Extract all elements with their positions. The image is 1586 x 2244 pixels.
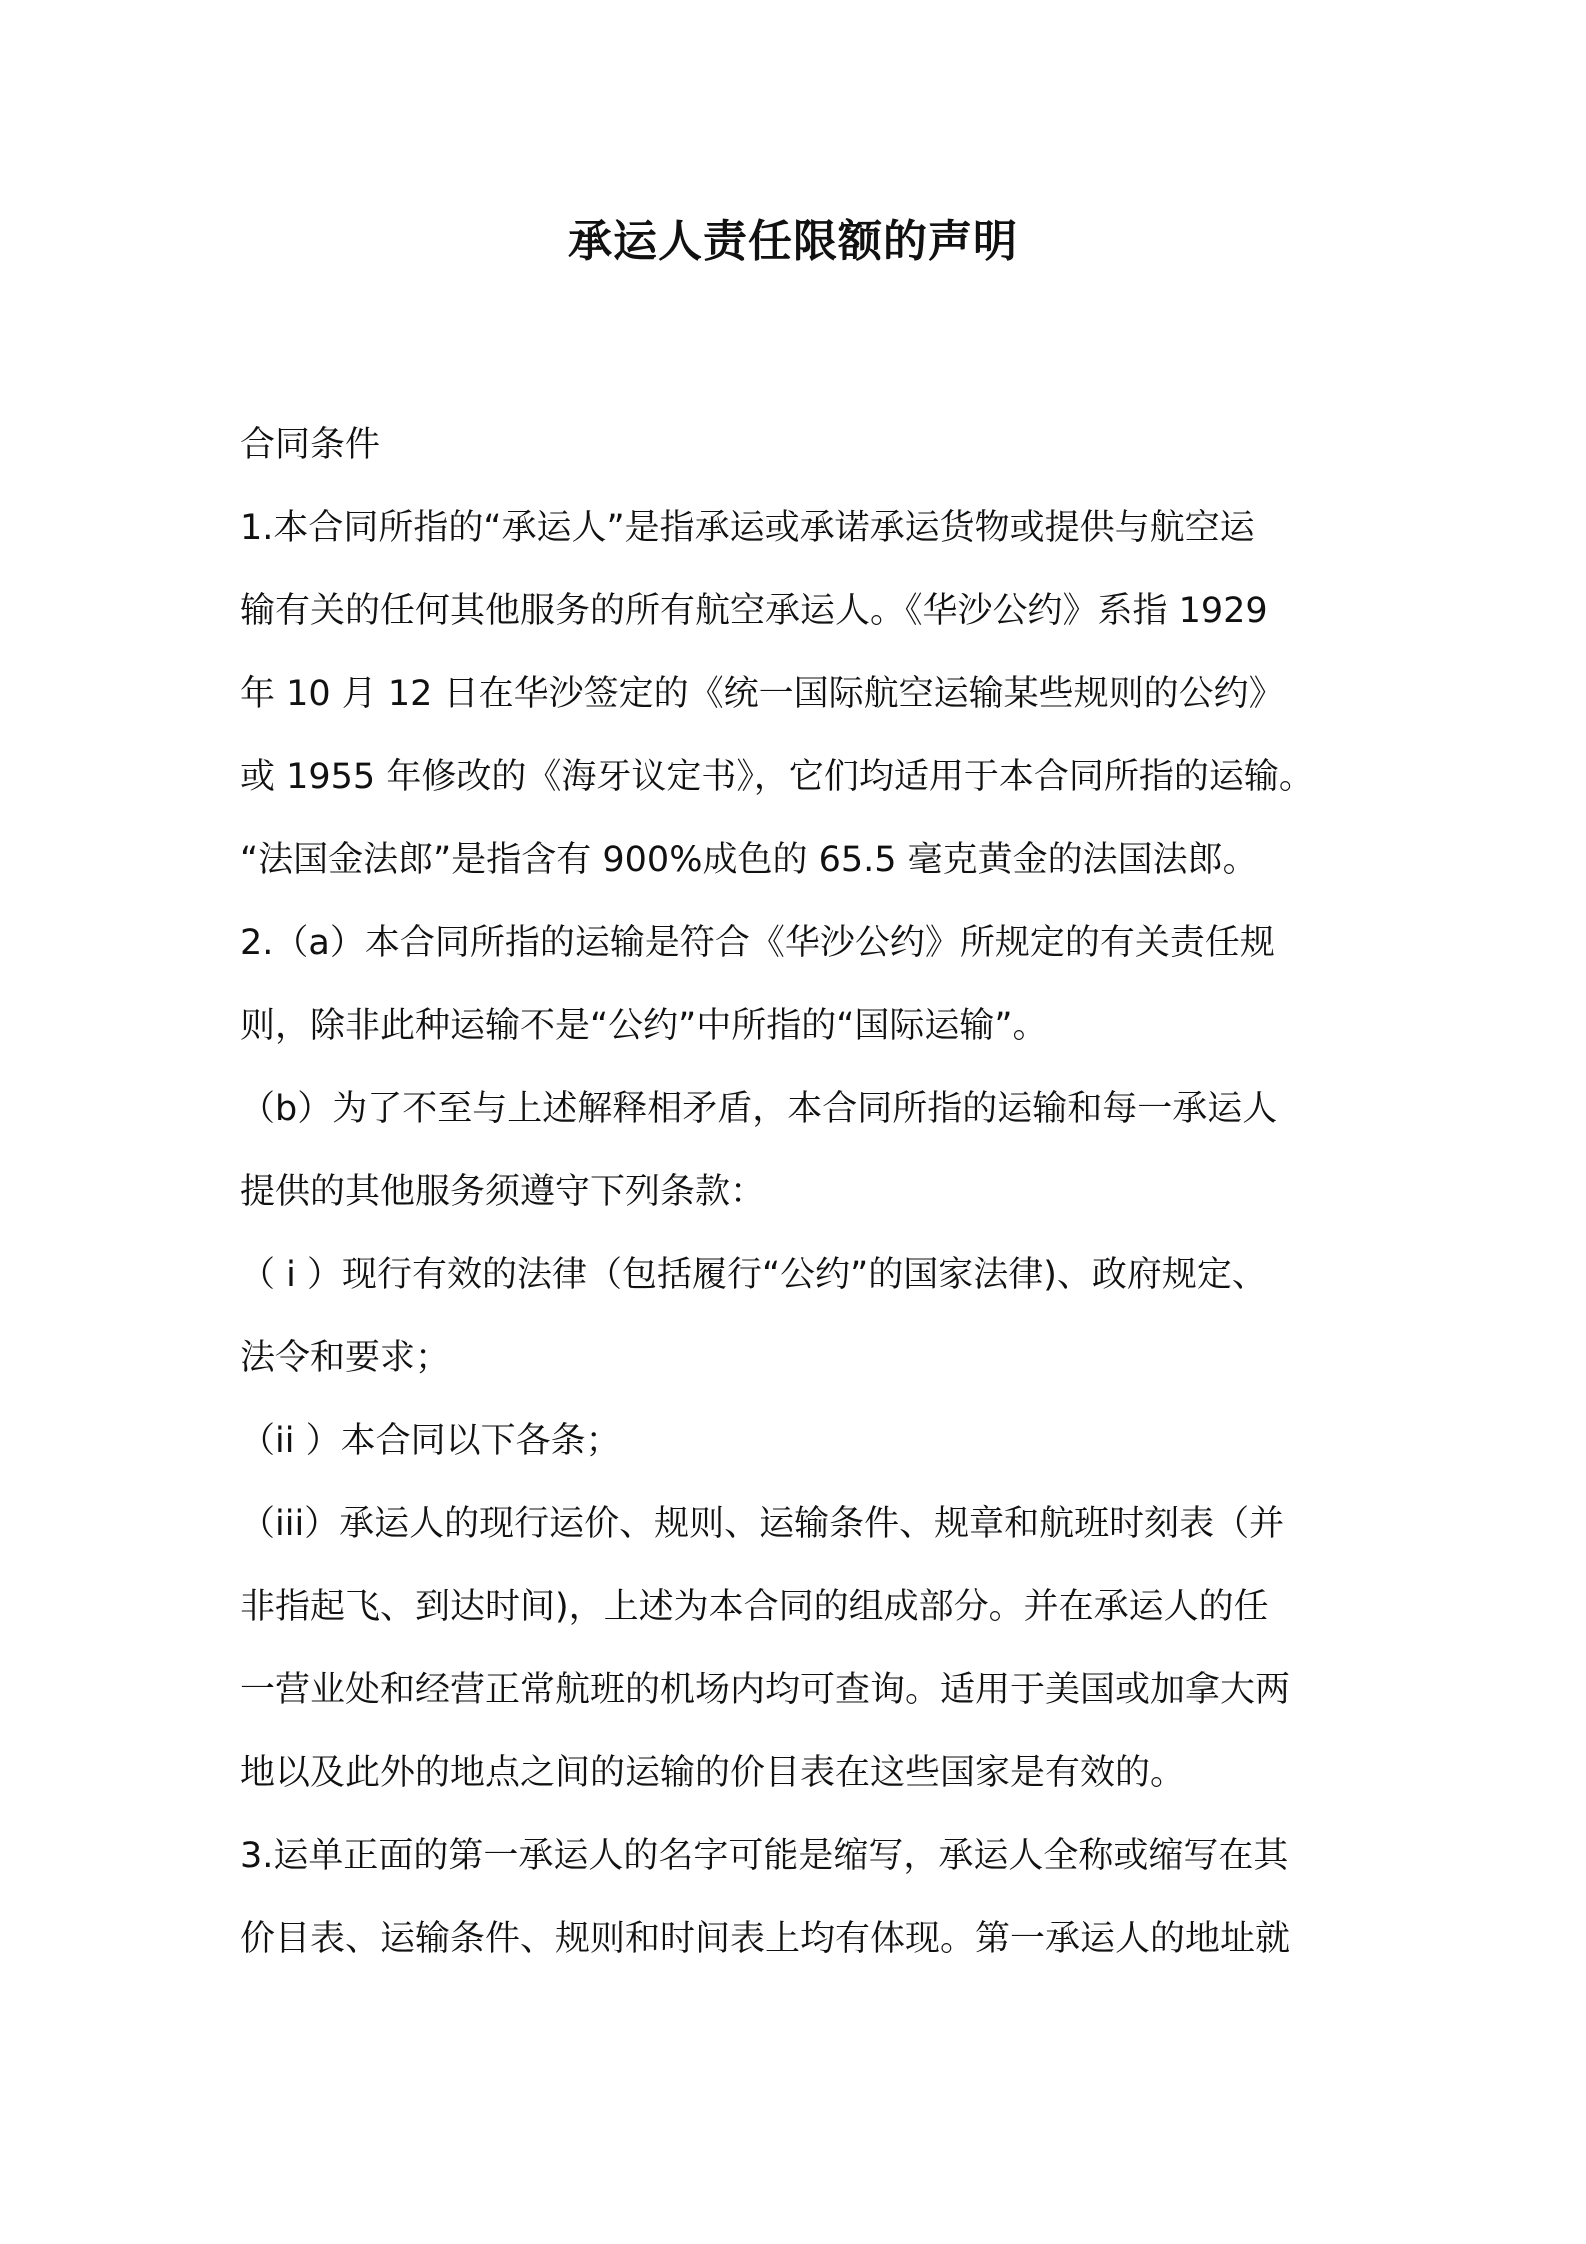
text-line: 3.运单正面的第一承运人的名字可能是缩写，承运人全称或缩写在其	[240, 1836, 1289, 1876]
text-line: 法令和要求；	[240, 1338, 451, 1378]
document-body	[240, 404, 1370, 1981]
document-title: 承运人责任限额的声明	[568, 216, 1018, 267]
text-line: （iii）承运人的现行运价、规则、运输条件、规章和航班时刻表（并	[240, 1504, 1285, 1544]
text-line: 2.（a）本合同所指的运输是符合《华沙公约》所规定的有关责任规	[240, 923, 1275, 963]
text-line: 提供的其他服务须遵守下列条款：	[240, 1172, 766, 1212]
text-line-section-heading: 合同条件	[240, 425, 381, 465]
text-line: （ i ）现行有效的法律（包括履行“公约”的国家法律)、政府规定、	[240, 1255, 1267, 1295]
text-line: 非指起飞、到达时间)，上述为本合同的组成部分。并在承运人的任	[240, 1587, 1269, 1627]
text-line: 年 10 月 12 日在华沙签定的《统一国际航空运输某些规则的公约》	[240, 674, 1284, 714]
text-line: 地以及此外的地点之间的运输的价目表在这些国家是有效的。	[240, 1753, 1186, 1793]
text-line: 则，除非此种运输不是“公约”中所指的“国际运输”。	[240, 1006, 1048, 1046]
text-line: 价目表、运输条件、规则和时间表上均有体现。第一承运人的地址就	[240, 1919, 1291, 1959]
text-line: 1.本合同所指的“承运人”是指承运或承诺承运货物或提供与航空运	[240, 508, 1255, 548]
text-line: 输有关的任何其他服务的所有航空承运人。《华沙公约》系指 1929	[240, 591, 1268, 631]
text-line: 或 1955 年修改的《海牙议定书》，它们均适用于本合同所指的运输。	[240, 757, 1314, 797]
text-line: “法国金法郎”是指含有 900%成色的 65.5 毫克黄金的法国法郎。	[240, 840, 1258, 880]
text-line: 一营业处和经营正常航班的机场内均可查询。适用于美国或加拿大两	[240, 1670, 1291, 1710]
text-line: （b）为了不至与上述解释相矛盾，本合同所指的运输和每一承运人	[240, 1089, 1278, 1129]
text-line: （ii ）本合同以下各条；	[240, 1421, 621, 1461]
